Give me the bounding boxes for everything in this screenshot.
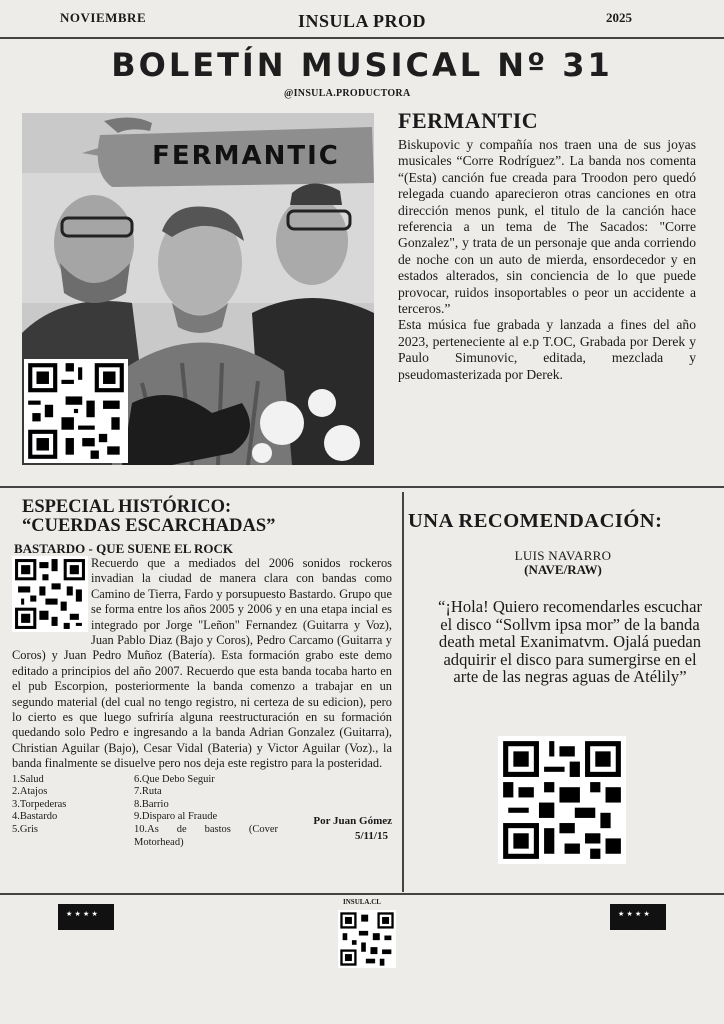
track-item: 5.Gris xyxy=(12,824,38,836)
page-title: BOLETÍN MUSICAL Nº 31 xyxy=(111,46,613,84)
star-flag-icon xyxy=(58,904,114,930)
especial-title-line-1: ESPECIAL HISTÓRICO: xyxy=(22,497,232,517)
feature-title: FERMANTIC xyxy=(398,108,539,133)
track-item: 9.Disparo al Fraude xyxy=(134,811,218,823)
track-item: 1.Salud xyxy=(12,773,44,785)
svg-text:★ ★ ★ ★: ★ ★ ★ ★ xyxy=(66,910,98,918)
especial-title-line-2: “CUERDAS ESCARCHADAS” xyxy=(22,516,276,536)
track-item: 4.Bastardo xyxy=(12,811,58,823)
footer-rule xyxy=(0,893,724,895)
article-date: 5/11/15 xyxy=(354,830,388,843)
qr-code-icon xyxy=(12,556,88,632)
recommender-label: (NAVE/RAW) xyxy=(524,562,602,577)
qr-code-icon xyxy=(24,359,128,463)
svg-text:★ ★ ★ ★: ★ ★ ★ ★ xyxy=(618,910,650,918)
qr-code-recommendation[interactable] xyxy=(498,736,626,864)
track-item: 2.Atajos xyxy=(12,786,48,798)
especial-subtitle: BASTARDO - QUE SUENE EL ROCK xyxy=(14,541,233,556)
especial-body xyxy=(12,556,392,849)
social-handle: @INSULA.PRODUCTORA xyxy=(284,88,411,99)
tracklist-left xyxy=(12,774,134,850)
band-logo-text: FERMANTIC xyxy=(152,141,340,171)
header-rule xyxy=(0,37,724,39)
especial-title xyxy=(22,498,275,536)
flag-icon-right xyxy=(610,904,666,930)
track-item: 7.Ruta xyxy=(134,786,162,798)
recommendation-quote: “¡Hola! Quiero recomendarles escuchar el disco “Sollvm ipsa mor” de la banda death metal Exanimatvm. Ojalá puedan adquirir el disco para sumergirse en el arte de las negras aguas de Atélily” xyxy=(438,597,702,687)
byline xyxy=(278,774,392,850)
qr-code-icon xyxy=(498,736,626,864)
flag-icon-left xyxy=(58,904,114,930)
track-item: 6.Que Debo Seguir xyxy=(134,773,215,785)
track-item: 3.Torpederas xyxy=(12,798,67,810)
issue-year: 2025 xyxy=(606,10,632,25)
band-photo xyxy=(22,113,374,465)
feature-paragraph-2: Esta música fue grabada y lanzada a fines del año 2023, perteneciente al e.p T.OC, Grabada por Derek y Paulo Simunovic, editada, mezclada y pseudomasterizada por Derek. xyxy=(398,317,696,382)
producer-name: INSULA PROD xyxy=(297,11,427,31)
footer-site-link[interactable]: INSULA.CL xyxy=(343,898,381,906)
qr-code-footer[interactable] xyxy=(338,910,396,968)
especial-text: Recuerdo que a mediados del 2006 sonidos rockeros invadian la ciudad de manera clara con bandas como Camino de Tierra, Fardo y porsupuesto Bastardo. Grupo que se forma entre los años 2005 y 2006 y en una etapa incial es integrado por Jorge "Leñon" Fernandez (Guitarra y Voz), Juan Pablo Diaz (Bajo y Coros), Pedro Carcamo (Guitarra y Coros) y Juan Pedro Muñoz (Batería). Esta formación grabo este demo editado a principios del año 2007. Recuerdo que esta banda tocaba harto en el pub Escorpion, posteriormente la banda comenzo a trabajar en un segundo material (del cual no tengo registro, ni certeza de su edicion), pero lo cierto es que luego sufriría alguna reestructuración en su formación quedando solo Pedro e ingresando a la banda Adrian Gonzalez (Guitarra), Christian Aguilar (Bajo), Cesar Vidal (Bateria) y Victor Aguilar (Voz)., la banda finalmente se disuelve pero nos deja este registro para la posteridad. xyxy=(12,556,392,771)
recommender-name: LUIS NAVARRO xyxy=(514,548,612,563)
star-flag-icon xyxy=(610,904,666,930)
recommendation-title: UNA RECOMENDACIÓN: xyxy=(408,510,663,532)
author-name: Por Juan Gómez xyxy=(313,814,392,827)
column-divider xyxy=(402,492,404,892)
tracklist-right xyxy=(134,774,278,850)
qr-code-especial[interactable] xyxy=(12,556,88,636)
tracklist xyxy=(12,774,392,850)
qr-code-icon xyxy=(338,910,396,968)
section-rule xyxy=(0,486,724,488)
track-item: 10.As de bastos (Cover Motorhead) xyxy=(134,824,278,848)
track-item: 8.Barrio xyxy=(134,798,169,810)
issue-month: NOVIEMBRE xyxy=(60,10,147,25)
feature-body xyxy=(398,137,696,383)
feature-paragraph-1: Biskupovic y compañía nos traen una de sus joyas musicales “Corre Rodríguez”. La banda nos comenta “(Esta) canción fue creada para Troodon pero quedó relegada cuando aparecieron otras canciones en otra dirección menos punk, el titulo de la canción hace referencia a un tema de The Sacados: "Corre Gonzalez", y trata de un personaje que anda corriendo de noche con un auto de mierda, ensordecedor y en estados alterados, sin conciencia de lo que puede provocar, ruidos insoportables o peor un accidente a terceros.” xyxy=(398,137,696,317)
